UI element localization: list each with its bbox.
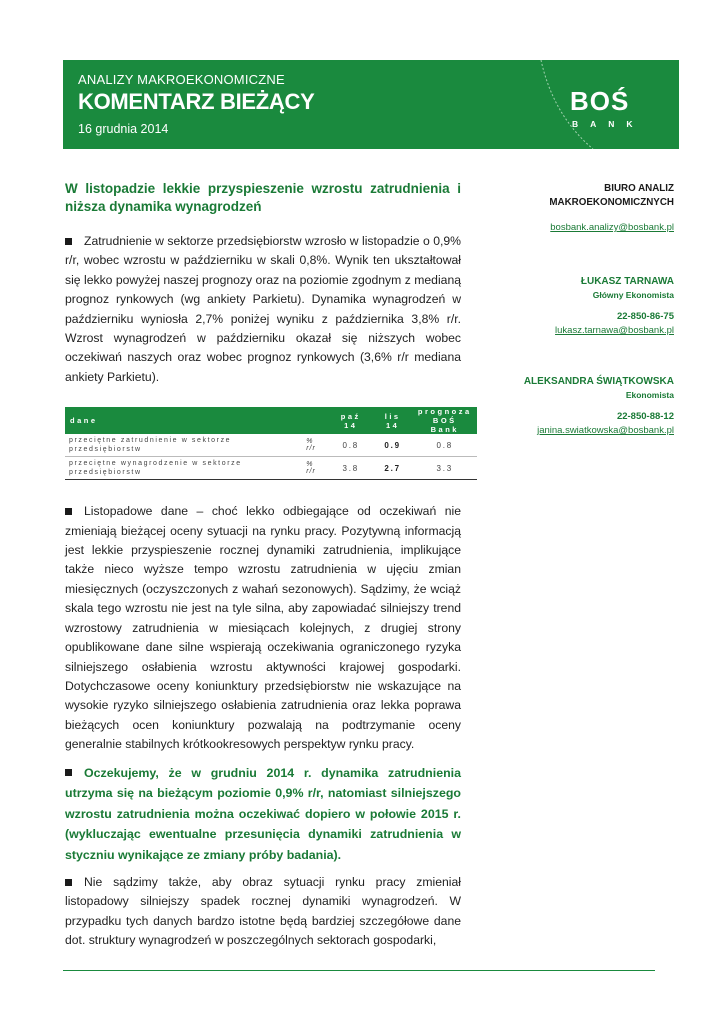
cell-paz: 3.8 xyxy=(329,457,373,480)
cell-prognoza: 0.8 xyxy=(413,434,477,457)
table-row xyxy=(65,434,477,457)
contact-email-link[interactable]: lukasz.tarnawa@bosbank.pl xyxy=(555,325,674,336)
col-header-paz: paź 14 xyxy=(329,407,373,434)
article-headline: W listopadzie lekkie przyspieszenie wzrostu zatrudnienia i niższa dynamika wynagrodzeń xyxy=(65,181,461,214)
contact-name: ŁUKASZ TARNAWA xyxy=(580,276,674,287)
bullet-icon xyxy=(65,238,72,245)
cell-prognoza: 3.3 xyxy=(413,457,477,480)
contact-phone: 22-850-86-75 xyxy=(616,311,674,322)
paragraph-text: Zatrudnienie w sektorze przedsiębiorstw wzrosło w listopadzie o 0,9% r/r, wobec wzrostu w październiku w skali 0,8%. Wynik ten ukształtował się lekko powyżej naszej prognozy oraz na poziomie zgodnym z medianą prognoz rynkowych (wg ankiety Parkietu). Dynamika wynagrodzeń w październiku wyniosła 2,7% poniżej wyniku z października 3,8% r/r. Wzrost wynagrodzeń w październiku okazał się niższych wobec oczekiwań naszych oraz wobec prognoz rynkowych (3,6% r/r mediana ankiety Parkietu). xyxy=(65,234,461,384)
logo-bank-text: BANK xyxy=(572,119,645,129)
paragraph-text: Oczekujemy, że w grudniu 2014 r. dynamika zatrudnienia utrzyma się na bieżącym poziomie 0,9% r/r, natomiast silniejszego wzrostu zatrudnienia można oczekiwać dopiero w połowie 2015 r. (wykluczając ewentualne przesunięcia dynamiki zatrudnienia w styczniu wynikające ze zmiany próby badania). xyxy=(65,765,461,862)
row-unit: % r/r xyxy=(302,434,329,457)
contact-sidebar xyxy=(470,182,674,436)
report-title: KOMENTARZ BIEŻĄCY xyxy=(78,89,315,114)
logo-wordmark: BOŚ xyxy=(570,86,630,116)
department-email-link[interactable]: bosbank.analizy@bosbank.pl xyxy=(550,222,674,233)
report-series: ANALIZY MAKROEKONOMICZNE xyxy=(78,72,285,87)
row-unit: % r/r xyxy=(302,457,329,480)
row-label: przeciętne wynagrodzenie w sektorze przedsiębiorstw xyxy=(65,457,302,480)
main-column xyxy=(65,180,472,951)
table-row xyxy=(65,457,477,480)
paragraph-employment xyxy=(65,232,461,387)
contact-role: Główny Ekonomista xyxy=(592,290,674,300)
row-label: przeciętne zatrudnienie w sektorze przedsiębiorstw xyxy=(65,434,302,457)
department-name-line1: BIURO ANALIZ xyxy=(604,183,674,194)
bullet-icon xyxy=(65,769,72,776)
contact-phone: 22-850-88-12 xyxy=(616,411,674,422)
cell-lis: 2.7 xyxy=(373,457,413,480)
data-table xyxy=(65,407,477,480)
contact-email-link[interactable]: janina.swiatkowska@bosbank.pl xyxy=(537,425,674,436)
report-header-banner xyxy=(63,60,679,149)
col-header-dane: dane xyxy=(65,407,329,434)
col-header-prognoza xyxy=(413,407,477,434)
cell-paz: 0.8 xyxy=(329,434,373,457)
bullet-icon xyxy=(65,508,72,515)
contact-name: ALEKSANDRA ŚWIĄTKOWSKA xyxy=(523,376,674,387)
col-header-prognoza-line2: BOŚ Bank xyxy=(430,416,459,435)
report-date: 16 grudnia 2014 xyxy=(78,122,169,136)
footer-divider xyxy=(63,970,655,971)
paragraph-text: Nie sądzimy także, aby obraz sytuacji rynku pracy zmieniał listopadowy silniejszy spadek rocznej dynamiki wynagrodzeń. W przypadku tych danych bardzo istotne będą bardziej szczegółowe dane dot. struktury wynagrodzeń w poszczególnych sektorach gospodarki, xyxy=(65,875,461,948)
cell-lis: 0.9 xyxy=(373,434,413,457)
paragraph-forecast xyxy=(65,763,461,866)
col-header-lis: lis 14 xyxy=(373,407,413,434)
paragraph-assessment xyxy=(65,502,461,754)
paragraph-text: Listopadowe dane – choć lekko odbiegające od oczekiwań nie zmieniają bieżącej oceny sytuacji na rynku pracy. Pozytywną informacją jest lekkie przyspieszenie rocznej dynamiki zatrudnienia, implikujące także nieco wyższe tempo wzrostu zatrudnienia w ujęciu zmian miesięcznych (oczyszczonych z wahań sezonowych). Sądzimy, że wciąż skala tego wzrostu nie jest na tyle silna, aby zapowiadać silniejszy trend wzrostowy zatrudnienia w miesiącach kolejnych, z drugiej strony opublikowane dane silne wspierają oczekiwania ograniczonego ryzyka silniejszego osłabienia wzrostu aktywności krajowej gospodarki. Dotychczasowe oceny koniunktury przedsiębiorstw nie wskazujące na wysokie ryzyko silniejszego osłabienia zatrudnienia oraz lekka poprawa bieżących ocen koniunktury pozwalają na podtrzymanie oceny generalnie stabilnych krótkookresowych perspektyw rynku pracy. xyxy=(65,504,461,752)
col-header-prognoza-line1: prognoza xyxy=(417,407,472,417)
bullet-icon xyxy=(65,879,72,886)
contact-role: Ekonomista xyxy=(625,390,674,400)
department-name-line2: MAKROEKONOMICZNYCH xyxy=(549,197,674,208)
paragraph-wages xyxy=(65,873,461,951)
bos-bank-logo xyxy=(570,86,660,136)
